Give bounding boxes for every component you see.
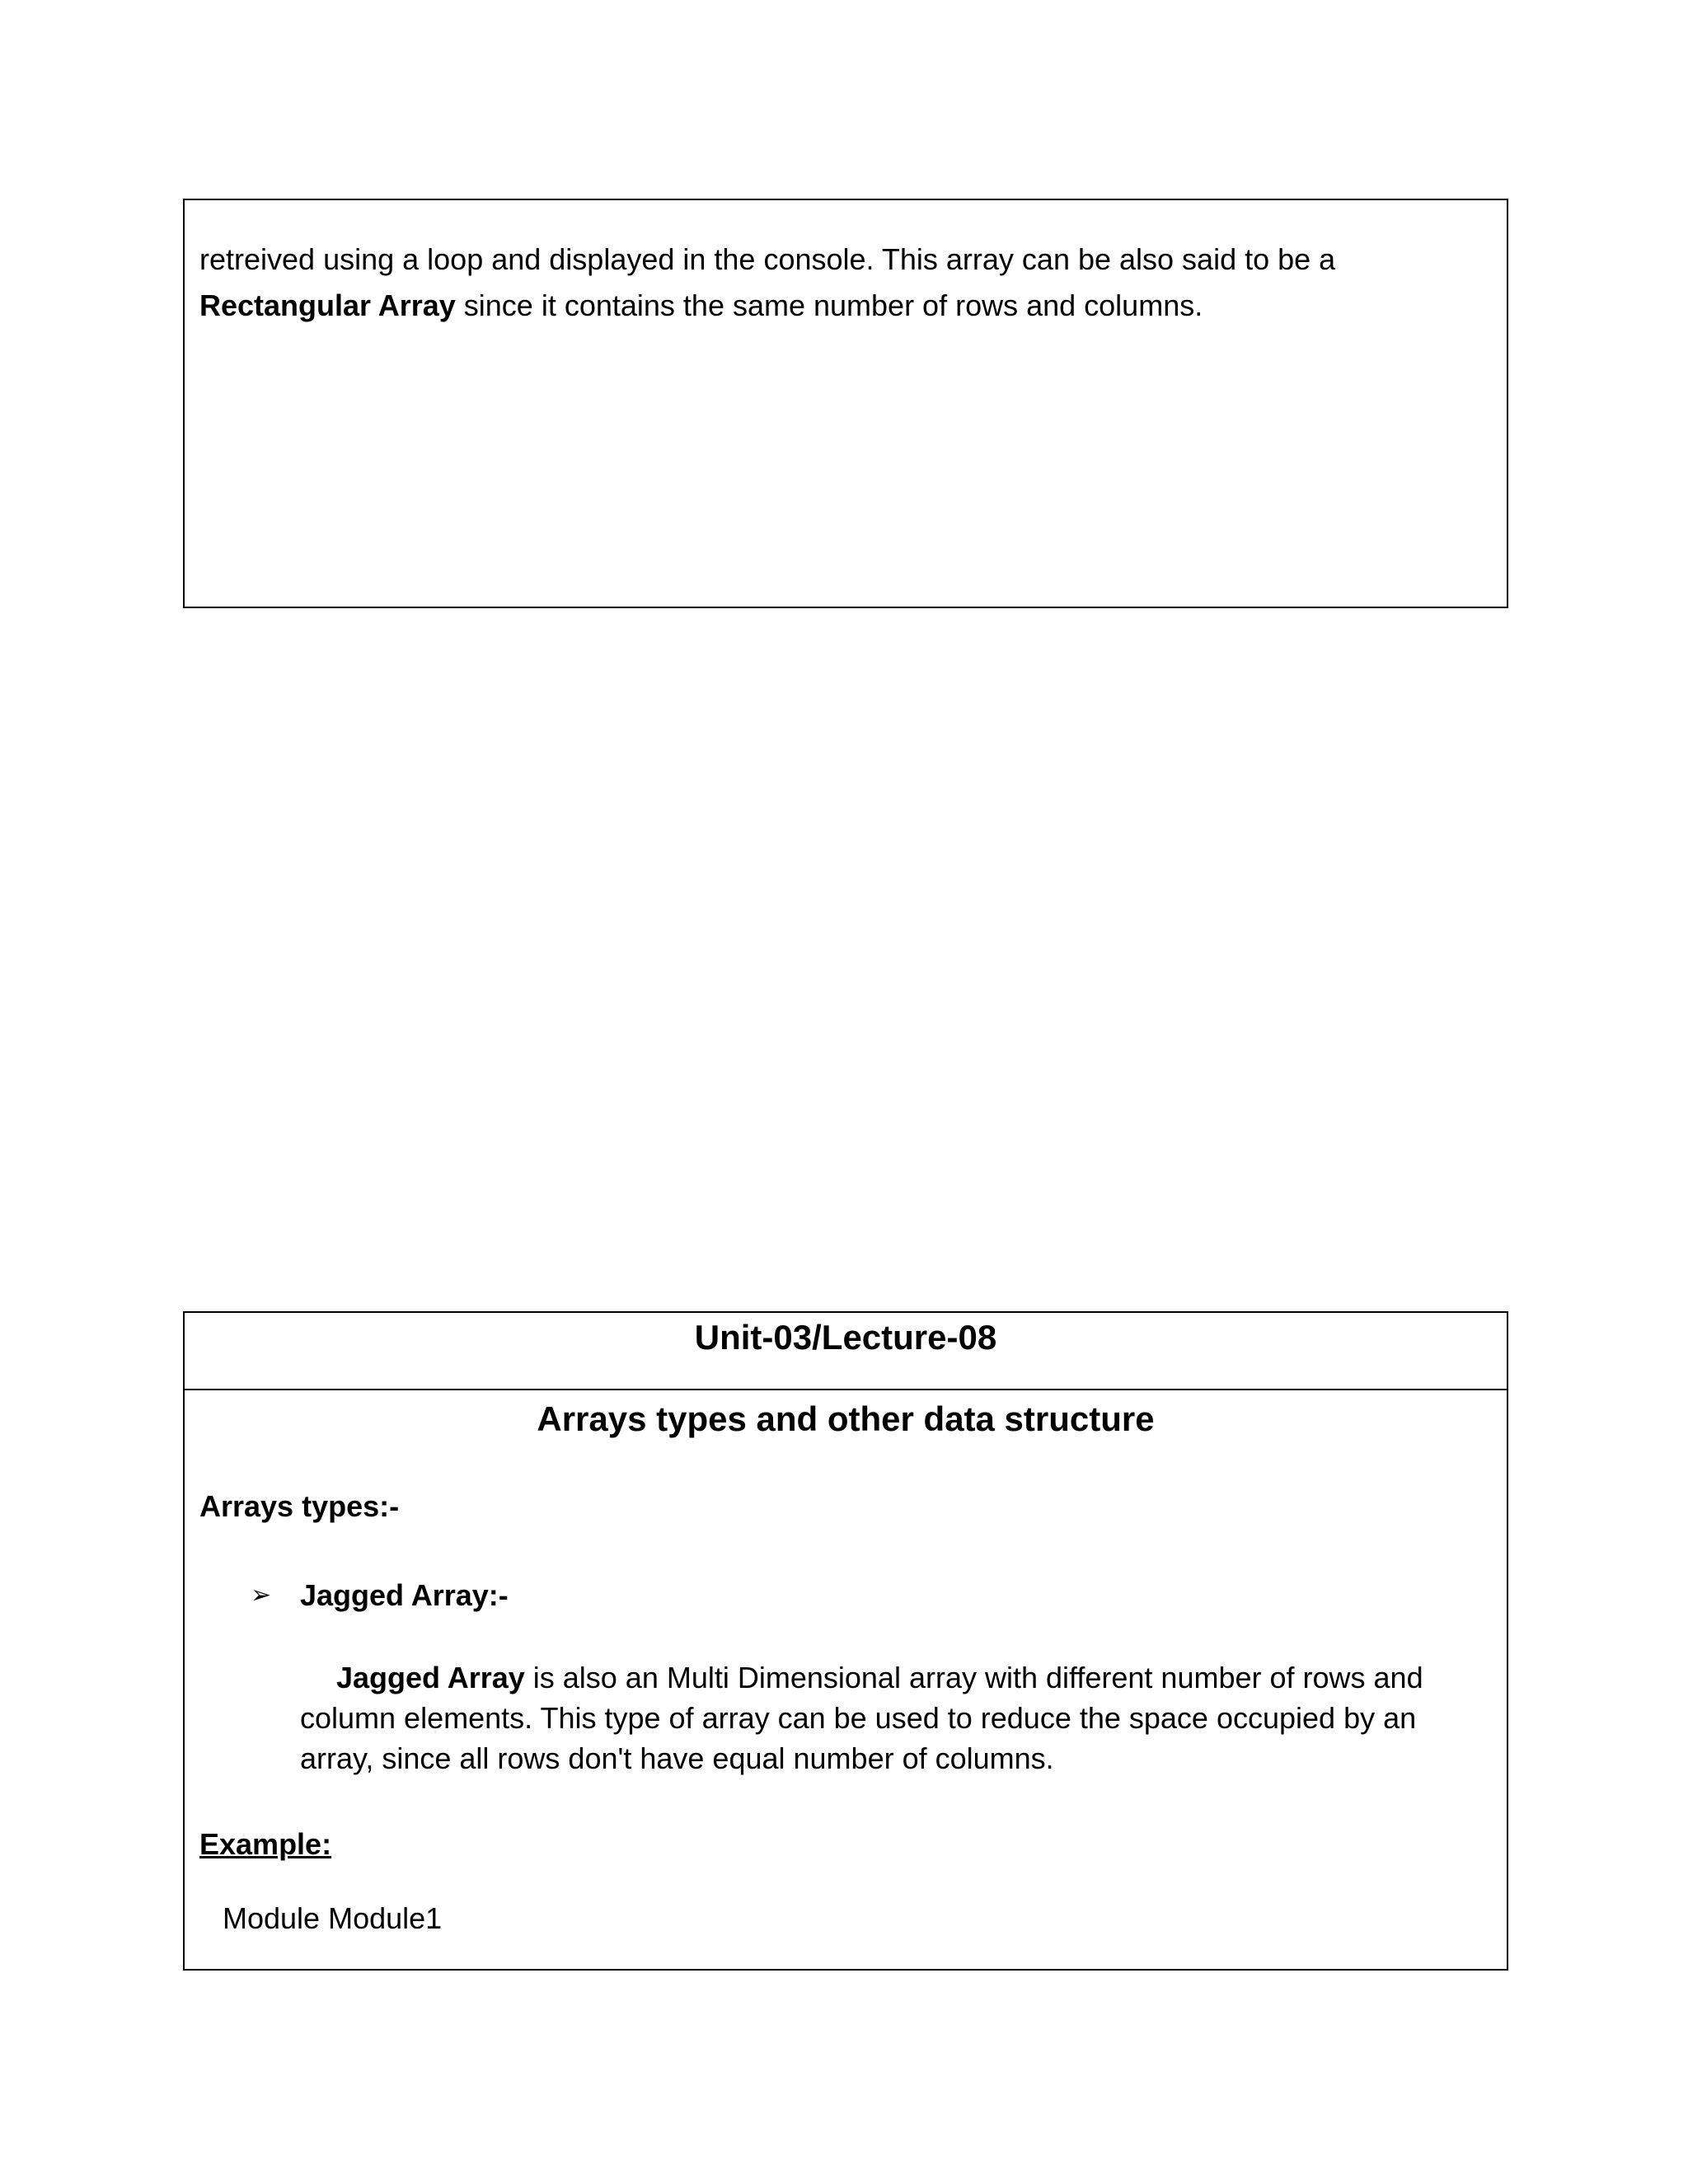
lecture-box — [183, 1311, 1508, 1971]
jagged-array-description — [300, 1657, 1470, 1779]
jagged-array-text: is also an Multi Dimensional array with different number of rows and column elements. This type of array can be used to reduce the space occupied by an array, since all rows don't have equal number of columns. — [300, 1661, 1423, 1775]
section-title: Arrays types and other data structure — [537, 1399, 1155, 1438]
example-label: Example: — [199, 1827, 332, 1861]
arrays-types-subheading: Arrays types:- — [199, 1489, 400, 1523]
unit-title: Unit-03/Lecture-08 — [185, 1313, 1507, 1390]
rectangular-array-term: Rectangular Array — [199, 288, 456, 322]
jagged-array-bullet — [251, 1575, 509, 1616]
continuation-box — [183, 199, 1508, 608]
jagged-array-term: Jagged Array — [336, 1661, 525, 1694]
code-line: Module Module1 — [223, 1901, 443, 1935]
continuation-line-1: retreived using a loop and displayed in the console. This array can be also said to be a — [199, 242, 1336, 276]
bullet-label: Jagged Array:- — [300, 1578, 509, 1612]
continuation-line-2: since it contains the same number of rows and columns. — [455, 288, 1203, 322]
continuation-paragraph — [199, 237, 1485, 329]
arrow-bullet-icon: ➢ — [251, 1581, 272, 1610]
